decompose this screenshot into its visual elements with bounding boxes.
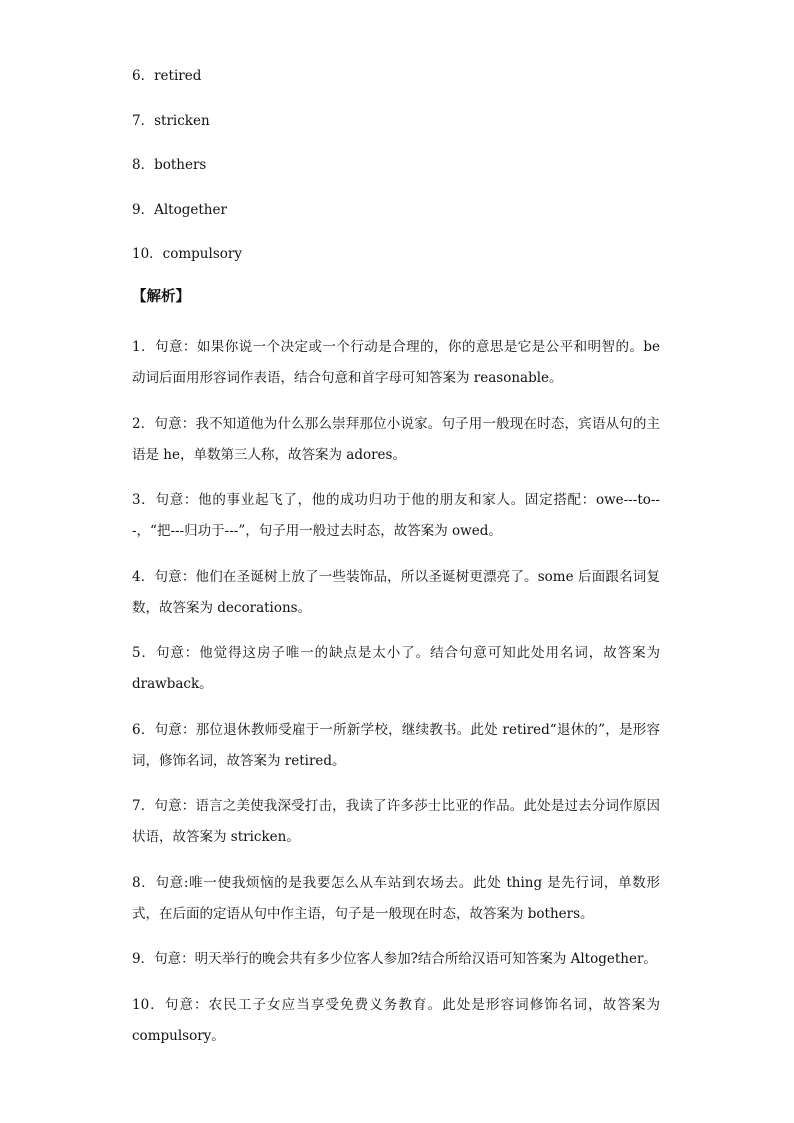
explanation-item-2: 2．句意：我不知道他为什么那么崇拜那位小说家。句子用一般现在时态，宾语从句的主语是 he，单数第三人称，故答案为 adores。 <box>132 415 660 463</box>
explanation-item-10: 10．句意：农民工子女应当享受免费义务教育。此处是形容词修饰名词，故答案为 compulsory。 <box>132 996 660 1044</box>
answer-item-10: 10．compulsory <box>132 246 242 263</box>
explanation-item-8: 8．句意:唯一使我烦恼的是我要怎么从车站到农场去。此处 thing 是先行词，单数形式，在后面的定语从句中作主语，句子是一般现在时态，故答案为 bothers。 <box>132 874 660 922</box>
explanation-list <box>132 332 660 1066</box>
answer-item-6: 6．retired <box>132 68 202 84</box>
answer-item-9: 9．Altogether <box>132 201 227 218</box>
explanation-item-4: 4．句意：他们在圣诞树上放了一些装饰品，所以圣诞树更漂亮了。some 后面跟名词复数，故答案为 decorations。 <box>132 568 660 616</box>
answer-item-7: 7．stricken <box>132 112 210 129</box>
analysis-heading: 【解析】 <box>132 289 190 305</box>
explanation-item-5: 5．句意：他觉得这房子唯一的缺点是太小了。结合句意可知此处用名词，故答案为 drawback。 <box>132 645 660 692</box>
explanation-item-1: 1．句意：如果你说一个决定或一个行动是合理的，你的意思是它是公平和明智的。be 动词后面用形容词作表语，结合句意和首字母可知答案为 reasonable。 <box>132 339 660 386</box>
answer-item-8: 8．bothers <box>132 157 207 174</box>
answer-list <box>132 66 692 289</box>
explanation-item-3: 3．句意：他的事业起飞了，他的成功归功于他的朋友和家人。固定搭配：owe---to---，“把---归功于---”，句子用一般过去时态，故答案为 owed。 <box>132 492 660 539</box>
explanation-item-6: 6．句意：那位退休教师受雇于一所新学校，继续教书。此处 retired“退休的”，是形容词，修饰名词，故答案为 retired。 <box>132 721 660 769</box>
explanation-item-9: 9．句意：明天举行的晚会共有多少位客人参加?结合所给汉语可知答案为 Altogether。 <box>132 951 657 967</box>
explanation-item-7: 7．句意：语言之美使我深受打击，我读了许多莎士比亚的作品。此处是过去分词作原因状语，故答案为 stricken。 <box>132 798 660 845</box>
